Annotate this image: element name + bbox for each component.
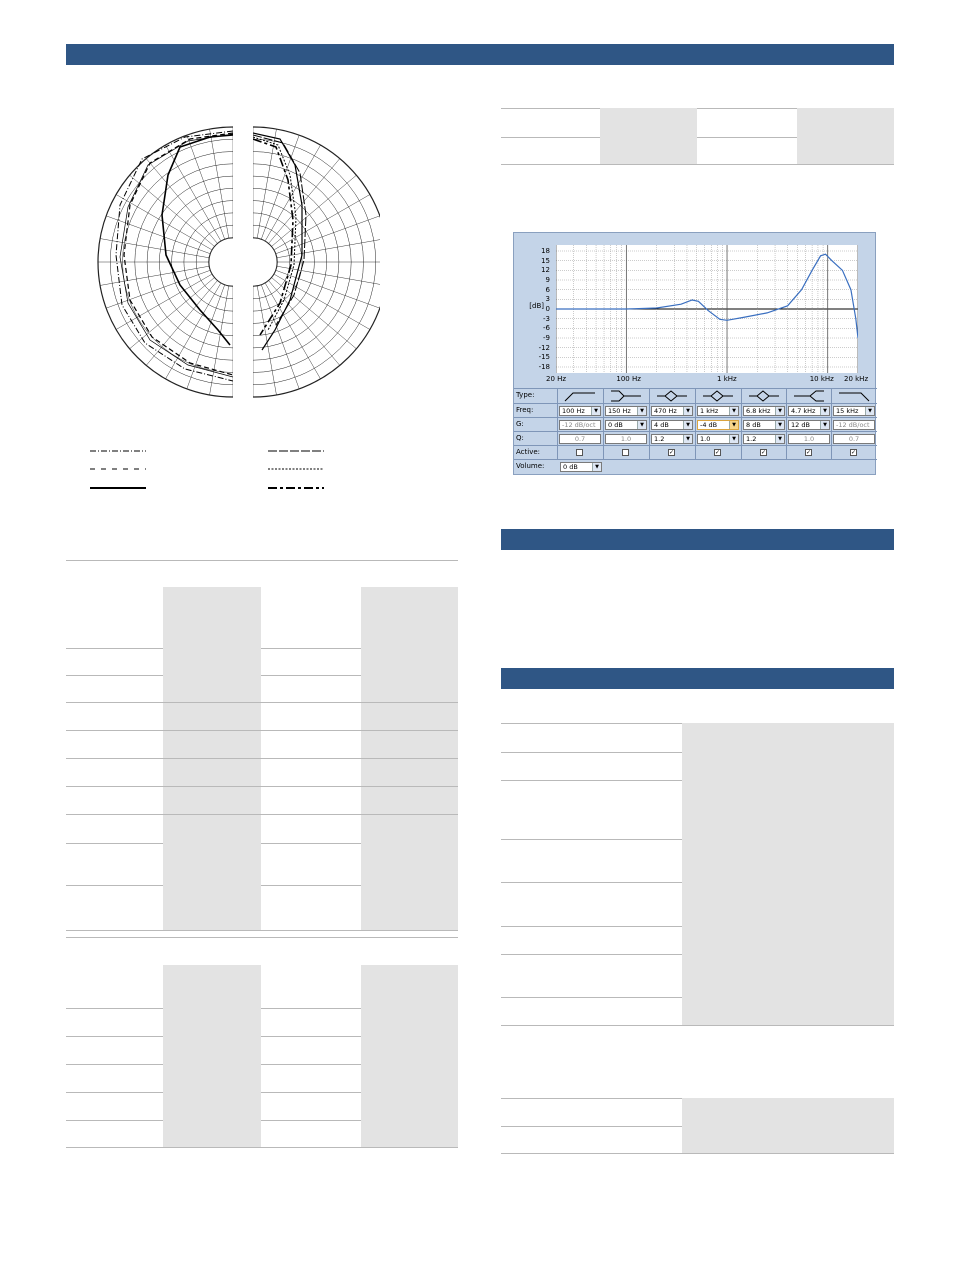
shaded-cell: [163, 843, 261, 885]
eq-column-divider: [831, 389, 832, 404]
eq-active-checkbox[interactable]: ✓: [806, 449, 812, 456]
table-row: [66, 759, 458, 787]
shaded-cell: [361, 1120, 458, 1147]
chevron-down-icon: ▼: [592, 463, 601, 471]
eq-row-label: Type:: [516, 391, 535, 399]
eq-y-tick-label: -9: [543, 334, 550, 342]
shaded-cell: [163, 787, 261, 814]
shaded-cell: [163, 759, 261, 786]
eq-active-checkbox[interactable]: ✓: [761, 449, 767, 456]
eq-gain-select[interactable]: [559, 420, 601, 430]
table-row: [501, 1098, 894, 1127]
eq-q-value: 1.2: [746, 435, 757, 443]
shaded-cell: [361, 731, 458, 758]
eq-y-tick-label: 18: [541, 247, 550, 255]
eq-y-tick-label: -15: [538, 353, 550, 362]
chevron-down-icon: ▼: [683, 407, 692, 415]
eq-x-tick-label: 10 kHz: [809, 375, 834, 383]
shaded-cell: [163, 815, 261, 843]
eq-y-tick-label: -12: [538, 343, 550, 352]
polar-legend: [88, 445, 333, 495]
table-row: [501, 1126, 894, 1154]
eq-y-tick-label: 12: [541, 266, 550, 275]
eq-q-select[interactable]: [651, 434, 693, 444]
low-shelf-icon[interactable]: [609, 390, 643, 402]
eq-freq-select[interactable]: [651, 406, 693, 416]
table-row: [66, 815, 458, 844]
eq-q-input[interactable]: [788, 434, 830, 444]
table-top-rule: [66, 937, 458, 938]
eq-y-tick-label: 0: [545, 305, 550, 313]
table-row: [501, 723, 894, 753]
chevron-down-icon: ▼: [729, 407, 738, 415]
shaded-cell: [361, 843, 458, 885]
shaded-cell: [682, 1098, 894, 1126]
low-pass-icon[interactable]: [837, 390, 871, 402]
shaded-cell: [361, 648, 458, 675]
eq-column-divider: [695, 446, 696, 460]
eq-q-value: 1.0: [803, 435, 815, 443]
eq-gain-value: -12 dB/oct: [836, 421, 870, 429]
eq-x-tick-label: 20 kHz: [844, 375, 869, 383]
eq-column-divider: [649, 432, 650, 446]
eq-column-divider: [831, 432, 832, 446]
eq-freq-value: 1 kHz: [700, 407, 719, 415]
eq-column-divider: [649, 446, 650, 460]
eq-gain-value: 12 dB: [791, 421, 810, 429]
eq-freq-select[interactable]: [788, 406, 830, 416]
shaded-cell: [361, 965, 458, 1008]
eq-freq-value: 470 Hz: [654, 407, 677, 415]
eq-row-label: Q:: [516, 434, 524, 442]
eq-column-divider: [831, 404, 832, 418]
shaded-cell: [163, 703, 261, 730]
table-row: [66, 1092, 458, 1121]
shaded-cell: [361, 885, 458, 930]
table-row: [501, 752, 894, 781]
eq-column-divider: [557, 404, 558, 418]
shaded-cell: [163, 965, 261, 1008]
eq-row-label: G:: [516, 420, 524, 428]
eq-response-curve: [556, 254, 858, 338]
table-top-rule: [66, 560, 458, 561]
eq-row-q: [514, 431, 877, 445]
eq-column-divider: [603, 432, 604, 446]
eq-column-divider: [603, 389, 604, 404]
eq-column-divider: [695, 432, 696, 446]
shaded-cell: [361, 1008, 458, 1036]
table-row: [501, 108, 894, 138]
table-row: [66, 675, 458, 703]
polar-pattern-diagram: [90, 125, 380, 400]
eq-row-active: [514, 445, 877, 459]
shaded-cell: [682, 839, 894, 882]
eq-q-select[interactable]: [697, 434, 739, 444]
eq-y-tick-label: 15: [541, 256, 550, 265]
eq-column-divider: [741, 404, 742, 418]
shaded-cell: [163, 1036, 261, 1064]
shaded-cell: [163, 731, 261, 758]
chevron-down-icon: ▼: [775, 435, 784, 443]
shaded-cell: [682, 882, 894, 926]
table-row: [501, 780, 894, 840]
eq-column-divider: [557, 432, 558, 446]
shaded-cell: [163, 587, 261, 648]
eq-freq-value: 6.8 kHz: [746, 407, 771, 415]
eq-active-checkbox[interactable]: [622, 449, 629, 456]
table-row: [501, 137, 894, 165]
eq-gain-value: 8 dB: [746, 421, 761, 429]
shaded-cell: [682, 1126, 894, 1153]
eq-row-label: Volume:: [516, 462, 545, 470]
shaded-cell: [163, 1120, 261, 1147]
eq-gain-select[interactable]: [697, 420, 739, 430]
equalizer-panel: [513, 232, 876, 475]
eq-column-divider: [557, 446, 558, 460]
shaded-cell: [163, 1092, 261, 1120]
chevron-down-icon: ▼: [729, 421, 738, 429]
eq-gain-value: -4 dB: [700, 421, 718, 429]
table-row: [66, 787, 458, 815]
shaded-cell: [361, 787, 458, 814]
shaded-cell: [361, 815, 458, 843]
eq-column-divider: [695, 404, 696, 418]
eq-q-value: 0.7: [848, 435, 860, 443]
eq-column-divider: [741, 432, 742, 446]
eq-frequency-plot: [556, 245, 858, 373]
table-row: [66, 885, 458, 931]
eq-q-input[interactable]: [833, 434, 875, 444]
eq-gain-value: 0 dB: [608, 421, 623, 429]
shaded-cell: [163, 885, 261, 930]
high-shelf-icon[interactable]: [792, 390, 826, 402]
eq-volume-select[interactable]: [560, 462, 602, 472]
table-row: [66, 731, 458, 759]
eq-column-divider: [786, 446, 787, 460]
shaded-cell: [163, 1008, 261, 1036]
eq-column-divider: [603, 404, 604, 418]
eq-q-value: 1.0: [620, 435, 632, 443]
eq-gain-select[interactable]: [788, 420, 830, 430]
eq-gain-select[interactable]: [605, 420, 647, 430]
eq-q-select[interactable]: [743, 434, 785, 444]
eq-column-divider: [695, 418, 696, 432]
chevron-down-icon: ▼: [775, 407, 784, 415]
shaded-cell: [163, 1064, 261, 1092]
eq-q-value: 1.0: [700, 435, 711, 443]
eq-y-tick-label: -6: [543, 324, 550, 333]
shaded-cell: [361, 675, 458, 702]
eq-freq-value: 100 Hz: [562, 407, 585, 415]
eq-active-checkbox[interactable]: ✓: [715, 449, 721, 456]
eq-gain-select[interactable]: [833, 420, 875, 430]
shaded-cell: [361, 1092, 458, 1120]
eq-row-label: Active:: [516, 448, 541, 456]
shaded-cell: [682, 780, 894, 839]
eq-column-divider: [786, 404, 787, 418]
eq-y-unit: [dB]: [529, 302, 544, 310]
shaded-cell: [682, 752, 894, 780]
eq-gain-value: 4 dB: [654, 421, 669, 429]
eq-column-divider: [603, 418, 604, 432]
eq-column-divider: [786, 389, 787, 404]
eq-column-divider: [649, 404, 650, 418]
eq-y-tick-label: 3: [545, 295, 550, 304]
shaded-cell: [361, 703, 458, 730]
shaded-cell: [361, 1064, 458, 1092]
shaded-cell: [600, 137, 697, 164]
chevron-down-icon: ▼: [775, 421, 784, 429]
eq-x-tick-label: 20 Hz: [546, 375, 567, 383]
eq-gain-select[interactable]: [743, 420, 785, 430]
eq-column-divider: [741, 418, 742, 432]
shaded-cell: [361, 759, 458, 786]
eq-freq-select[interactable]: [559, 406, 601, 416]
section-header-bar-2: [501, 668, 894, 689]
eq-column-divider: [695, 389, 696, 404]
eq-freq-select[interactable]: [833, 406, 875, 416]
eq-freq-value: 4.7 kHz: [791, 407, 816, 415]
chevron-down-icon: ▼: [683, 435, 692, 443]
shaded-cell: [600, 108, 697, 137]
eq-column-divider: [786, 432, 787, 446]
eq-q-input[interactable]: [559, 434, 601, 444]
eq-column-divider: [831, 418, 832, 432]
chevron-down-icon: ▼: [865, 407, 874, 415]
chevron-down-icon: ▼: [820, 421, 829, 429]
shaded-cell: [682, 723, 894, 752]
chevron-down-icon: ▼: [637, 407, 646, 415]
table-row: [501, 997, 894, 1026]
eq-q-value: 1.2: [654, 435, 665, 443]
eq-column-divider: [603, 446, 604, 460]
shaded-cell: [682, 954, 894, 997]
chevron-down-icon: ▼: [820, 407, 829, 415]
table-row: [66, 965, 458, 1009]
table-row: [66, 1120, 458, 1148]
eq-q-input[interactable]: [605, 434, 647, 444]
eq-row-volume: [514, 459, 877, 473]
eq-x-tick-label: 100 Hz: [616, 375, 641, 383]
shaded-cell: [163, 675, 261, 702]
peak-icon[interactable]: [747, 390, 781, 402]
table-row: [66, 1064, 458, 1093]
eq-volume-value: 0 dB: [563, 463, 578, 471]
chevron-down-icon: ▼: [683, 421, 692, 429]
shaded-cell: [797, 108, 894, 137]
eq-row-label: Freq:: [516, 406, 534, 414]
eq-column-divider: [649, 418, 650, 432]
table-row: [66, 703, 458, 731]
eq-row-freq: [514, 403, 877, 417]
shaded-cell: [682, 997, 894, 1025]
table-row: [66, 1008, 458, 1037]
eq-freq-select[interactable]: [697, 406, 739, 416]
eq-y-tick-label: -3: [543, 314, 550, 323]
eq-active-checkbox[interactable]: ✓: [669, 449, 675, 456]
table-row: [501, 882, 894, 927]
eq-active-checkbox[interactable]: ✓: [851, 449, 857, 456]
eq-row-gain: [514, 417, 877, 431]
eq-active-checkbox[interactable]: [576, 449, 583, 456]
shaded-cell: [163, 648, 261, 675]
high-pass-icon[interactable]: [563, 390, 597, 402]
shaded-cell: [797, 137, 894, 164]
table-row: [66, 1036, 458, 1065]
eq-row-type: [514, 388, 877, 403]
eq-column-divider: [741, 389, 742, 404]
page-header-bar: [66, 44, 894, 65]
eq-y-tick-label: 6: [545, 285, 550, 294]
eq-y-tick-label: -18: [538, 363, 550, 371]
eq-y-tick-label: 9: [545, 276, 550, 284]
peak-icon[interactable]: [655, 390, 689, 402]
shaded-cell: [361, 587, 458, 648]
table-row: [501, 839, 894, 883]
eq-column-divider: [786, 418, 787, 432]
eq-gain-select[interactable]: [651, 420, 693, 430]
table-row: [501, 926, 894, 955]
eq-column-divider: [557, 418, 558, 432]
table-row: [501, 954, 894, 998]
table-row: [66, 587, 458, 649]
section-header-bar-1: [501, 529, 894, 550]
eq-gain-value: -12 dB/oct: [562, 421, 596, 429]
eq-x-tick-label: 1 kHz: [717, 375, 737, 383]
chevron-down-icon: ▼: [637, 421, 646, 429]
table-divider: [66, 930, 458, 931]
shaded-cell: [361, 1036, 458, 1064]
shaded-cell: [682, 926, 894, 954]
eq-freq-value: 15 kHz: [836, 407, 859, 415]
eq-freq-select[interactable]: [605, 406, 647, 416]
eq-column-divider: [831, 446, 832, 460]
eq-column-divider: [557, 389, 558, 404]
eq-column-divider: [649, 389, 650, 404]
eq-freq-value: 150 Hz: [608, 407, 631, 415]
eq-freq-select[interactable]: [743, 406, 785, 416]
eq-column-divider: [741, 446, 742, 460]
table-row: [66, 648, 458, 676]
chevron-down-icon: ▼: [591, 407, 600, 415]
chevron-down-icon: ▼: [729, 435, 738, 443]
eq-q-value: 0.7: [574, 435, 586, 443]
table-row: [66, 843, 458, 886]
peak-icon[interactable]: [701, 390, 735, 402]
